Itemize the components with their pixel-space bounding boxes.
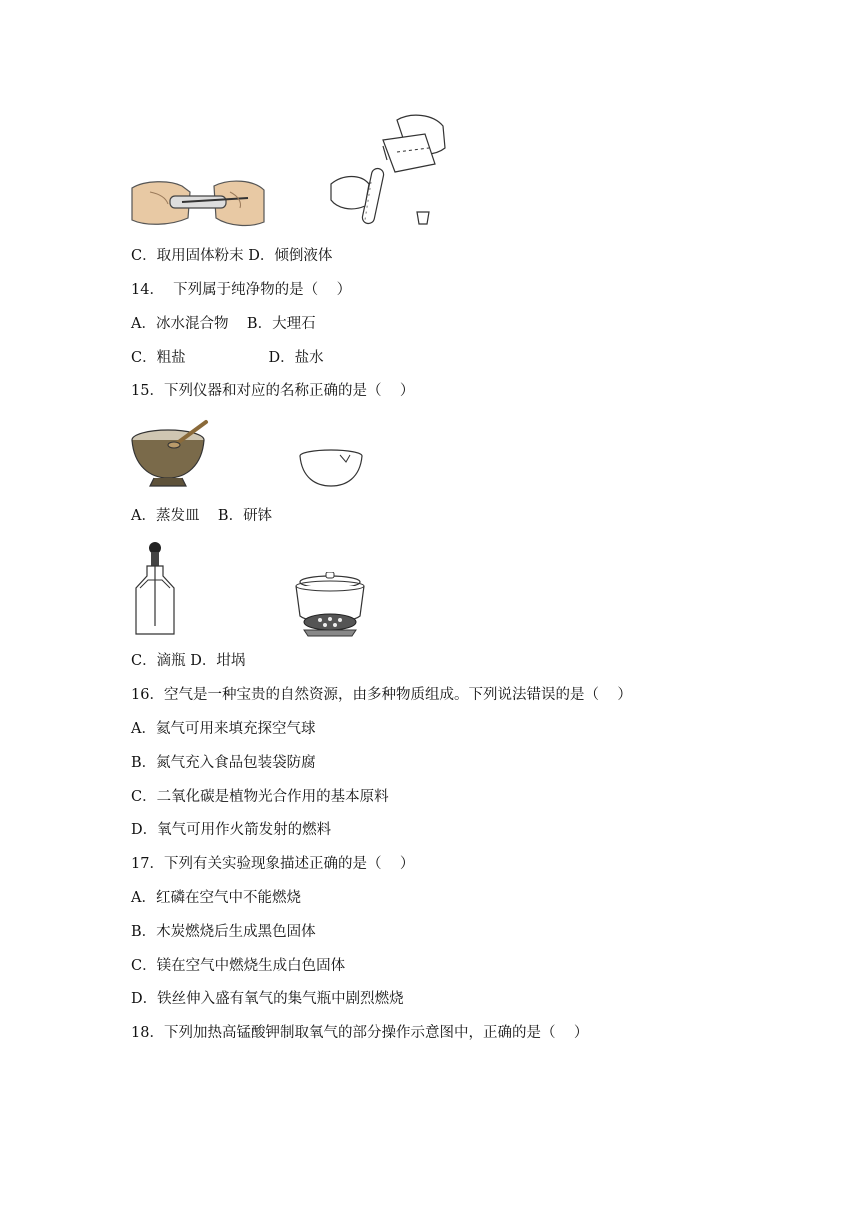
evaporating-dish-illustration bbox=[298, 446, 364, 490]
q17-stem: 17．下列有关实验现象描述正确的是（ ） bbox=[131, 856, 415, 872]
q17-option-d: D．铁丝伸入盛有氧气的集气瓶中剧烈燃烧 bbox=[131, 991, 404, 1007]
q14-options-ab: A．冰水混合物 B．大理石 bbox=[131, 316, 316, 332]
q15-options-ab: A．蒸发皿 B．研钵 bbox=[131, 508, 273, 524]
q13-options-cd: C．取用固体粉末 D．倾倒液体 bbox=[131, 248, 333, 264]
q16-option-a: A．氦气可用来填充探空气球 bbox=[131, 721, 316, 737]
q16-option-b: B．氮气充入食品包装袋防腐 bbox=[131, 755, 316, 771]
q14-options-cd: C．粗盐 D．盐水 bbox=[131, 350, 324, 366]
q16-option-d: D．氧气可用作火箭发射的燃料 bbox=[131, 822, 332, 838]
q15-stem: 15．下列仪器和对应的名称正确的是（ ） bbox=[131, 383, 415, 399]
q17-option-a: A．红磷在空气中不能燃烧 bbox=[131, 890, 301, 906]
q14-stem: 14． 下列属于纯净物的是（ ） bbox=[131, 282, 352, 298]
pouring-liquid-illustration bbox=[325, 112, 455, 232]
spatula-powder-illustration bbox=[130, 178, 266, 230]
crucible-illustration bbox=[290, 572, 370, 638]
q16-option-c: C．二氧化碳是植物光合作用的基本原料 bbox=[131, 789, 389, 805]
q15-options-cd: C．滴瓶 D．坩埚 bbox=[131, 653, 246, 669]
dropper-bottle-illustration bbox=[130, 540, 180, 638]
q17-option-b: B．木炭燃烧后生成黑色固体 bbox=[131, 924, 316, 940]
q17-option-c: C．镁在空气中燃烧生成白色固体 bbox=[131, 958, 346, 974]
q18-stem: 18．下列加热高锰酸钾制取氧气的部分操作示意图中，正确的是（ ） bbox=[131, 1025, 589, 1041]
q16-stem: 16．空气是一种宝贵的自然资源，由多种物质组成。下列说法错误的是（ ） bbox=[131, 687, 632, 703]
mortar-pestle-illustration bbox=[130, 418, 212, 492]
